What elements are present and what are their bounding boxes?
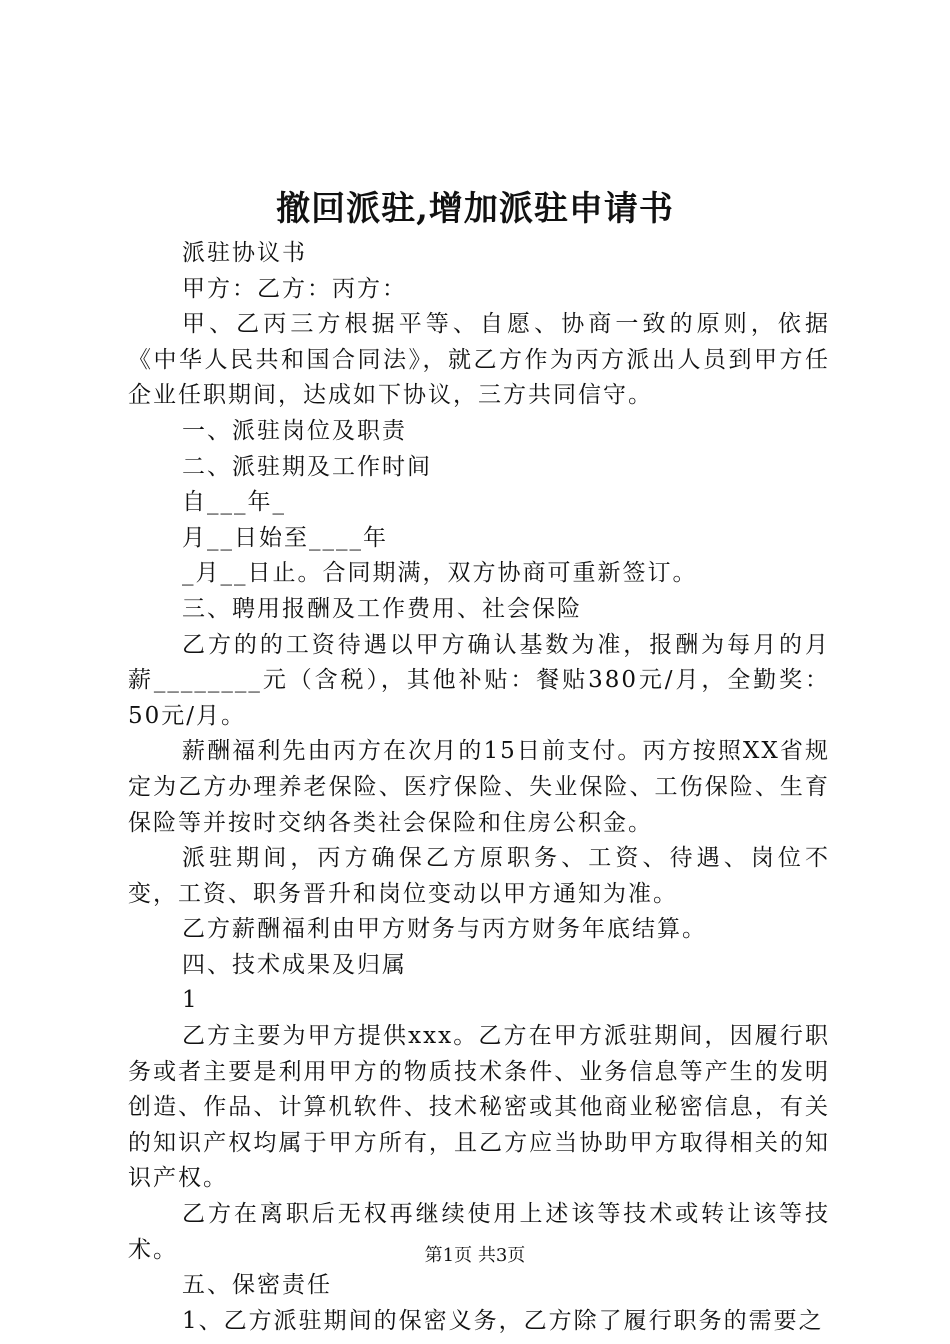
paragraph-period-start: 自___年_ [182,489,286,516]
paragraph-parties: 甲方：乙方：丙方： [182,275,407,302]
paragraph-position-guarantee: 派驻期间，丙方确保乙方原职务、工资、待遇、岗位不变，工资、职务晋升和岗位变动以甲方通知为准。 [128,845,830,907]
paragraph-settlement: 乙方薪酬福利由甲方财务与丙方财务年底结算。 [182,916,707,943]
paragraph-confidentiality: 1、乙方派驻期间的保密义务，乙方除了履行职务的需要之 [182,1307,824,1334]
document-body [128,236,830,1339]
section-heading-1: 一、派驻岗位及职责 [182,417,407,444]
document-title: 撤回派驻,增加派驻申请书 [276,189,674,229]
paragraph-ip-post-employment: 乙方在离职后无权再继续使用上述该等技术或转让该等技术。 [128,1201,830,1263]
paragraph-preamble: 甲、乙丙三方根据平等、自愿、协商一致的原则，依据《中华人民共和国合同法》，就乙方作为丙方派出人员到甲方任企业任职期间，达成如下协议，三方共同信守。 [128,311,830,409]
section-heading-2: 二、派驻期及工作时间 [182,453,432,480]
section-heading-3: 三、聘用报酬及工作费用、社会保险 [182,595,582,622]
paragraph-agreement-heading: 派驻协议书 [182,240,307,266]
paragraph-period-end: _月__日止。合同期满，双方协商可重新签订。 [182,560,698,587]
section-heading-4: 四、技术成果及归属 [182,951,407,978]
paragraph-salary: 乙方的的工资待遇以甲方确认基数为准，报酬为每月的月薪________元（含税），其他补贴：餐贴380元/月，全勤奖：50元/月。 [128,631,830,729]
page-number-footer: 第1页 共3页 [424,1245,526,1266]
paragraph-ip-ownership: 乙方主要为甲方提供xxx。乙方在甲方派驻期间，因履行职务或者主要是利用甲方的物质技术条件、业务信息等产生的发明创造、作品、计算机软件、技术秘密或其他商业秘密信息，有关的知识产权均属于甲方所有，且乙方应当协助甲方取得相关的知识产权。 [128,1023,830,1192]
paragraph-period-mid: 月__日始至____年 [182,524,388,551]
section-heading-5: 五、保密责任 [182,1272,332,1299]
paragraph-benefits: 薪酬福利先由丙方在次月的15日前支付。丙方按照XX省规定为乙方办理养老保险、医疗保险、失业保险、工伤保险、生育保险等并按时交纳各类社会保险和住房公积金。 [128,738,830,836]
paragraph-number: 1 [182,987,199,1014]
